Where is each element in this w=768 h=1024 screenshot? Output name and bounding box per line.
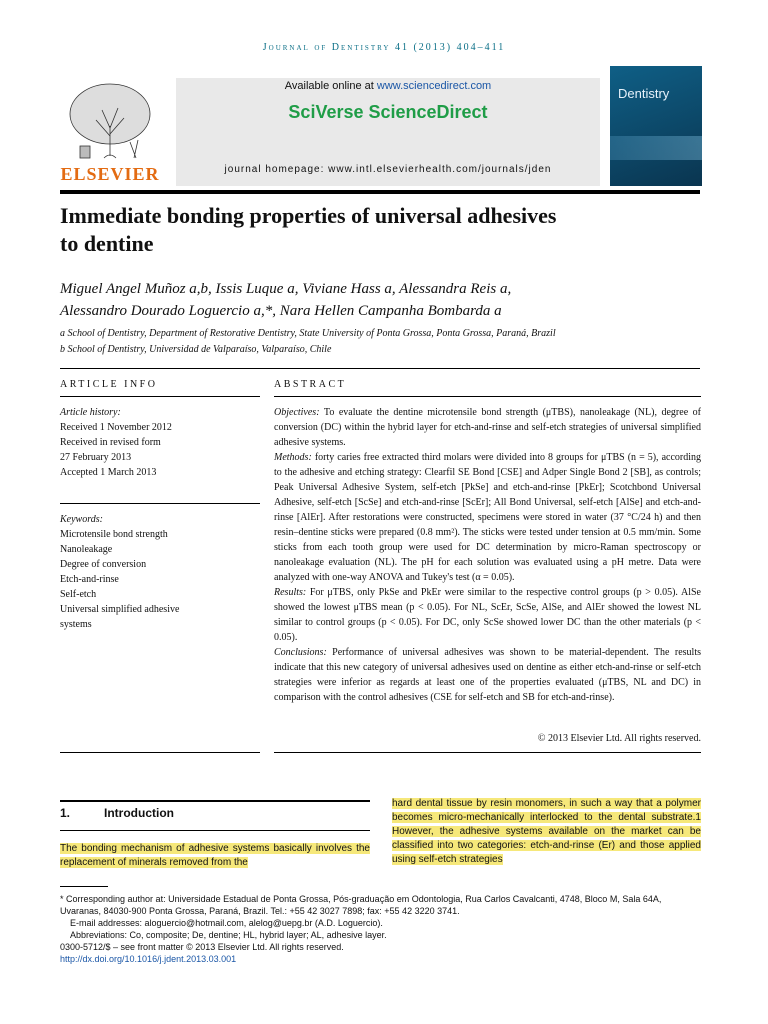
issn-line: 0300-5712/$ – see front matter © 2013 Elsevier Ltd. All rights reserved. bbox=[60, 942, 344, 952]
author-list bbox=[60, 278, 700, 322]
intro-left-column bbox=[60, 842, 370, 870]
abstract-heading: ABSTRACT bbox=[274, 379, 347, 390]
available-online bbox=[176, 80, 600, 92]
sciverse-logo: SciVerse ScienceDirect bbox=[288, 102, 488, 122]
sciencedirect-link[interactable]: www.sciencedirect.com bbox=[376, 80, 492, 92]
info-rule bbox=[60, 396, 260, 397]
history-item: Received 1 November 2012 bbox=[60, 422, 172, 433]
conclusions-label: Conclusions: bbox=[274, 647, 327, 658]
intro-heading-rule bbox=[60, 830, 370, 831]
cover-title: Dentistry bbox=[618, 86, 670, 101]
keyword-item: Universal simplified adhesive bbox=[60, 604, 180, 615]
methods-text: forty caries free extracted third molars were divided into 8 groups for μTBS (n = 5), according to the adhesive and etching strategy: Clearfil SE Bond [CSE] and Adper Single Bond 2 [SB], as controls; Peak Universal Adhesive System, self-etch [PkSe] and etch-and-rinse [PkEr]; Scotchbond Universal Adhesive, self-etch [ScSe] and etch-and-rinse [ScEr]; All Bond Universal, self-etch [AlSe] and etch-and-rinse [AlEr]. After restorations were constructed, specimens were stored in water (37 °C/24 h) and then resin–dentine sticks were prepared (0.8 mm²). The sticks were tested under tension at 0.5 mm/min. Some sticks from each tooth group were used for DC determination by micro-Raman spectroscopy or nanoleakage evaluation (NL). The pH for each solution was evaluated using a pH metre. Data were analyzed with one-way ANOVA and Tukey's test (α = 0.05). bbox=[274, 452, 702, 583]
publisher-name: ELSEVIER bbox=[60, 164, 160, 184]
affiliation-b: b School of Dentistry, Universidad de Valparaíso, Valparaíso, Chile bbox=[60, 344, 332, 355]
intro-heading bbox=[60, 806, 370, 820]
intro-number: 1. bbox=[60, 806, 71, 820]
objectives-text: To evaluate the dentine microtensile bond strength (μTBS), nanoleakage (NL), degree of conversion (DC) within the hybrid layer for etch-and-rinse and self-etch strategies of universal simplified adhesive systems. bbox=[274, 407, 701, 448]
affiliations bbox=[60, 326, 700, 358]
abbreviations: Abbreviations: Co, composite; De, dentine; HL, hybrid layer; AL, adhesive layer. bbox=[70, 930, 387, 940]
abstract-copyright: © 2013 Elsevier Ltd. All rights reserved. bbox=[537, 733, 701, 744]
abstract-objectives bbox=[274, 405, 701, 450]
abstract-methods bbox=[274, 450, 701, 585]
journal-homepage[interactable]: journal homepage: www.intl.elsevierhealth.com/journals/jden bbox=[224, 164, 552, 175]
keyword-item: Etch-and-rinse bbox=[60, 574, 119, 585]
abstract-bottom-rule bbox=[274, 752, 701, 753]
journal-citation: Journal of Dentistry 41 (2013) 404–411 bbox=[262, 42, 506, 53]
keyword-item: Microtensile bond strength bbox=[60, 529, 168, 540]
objectives-label: Objectives: bbox=[274, 407, 320, 418]
email-addresses: E-mail addresses: aloguercio@hotmail.com, alelog@uepg.br (A.D. Loguercio). bbox=[70, 918, 383, 928]
intro-left-text: The bonding mechanism of adhesive systems basically involves the replacement of minerals removed from the bbox=[60, 843, 370, 868]
history-item: Accepted 1 March 2013 bbox=[60, 467, 157, 478]
footnote-rule bbox=[60, 886, 108, 887]
keywords bbox=[60, 512, 260, 632]
cover-decoration bbox=[610, 136, 702, 160]
footnotes bbox=[60, 893, 700, 965]
article-title bbox=[60, 202, 700, 258]
results-text: For μTBS, only PkSe and PkEr were similar to the respective control groups (p > 0.05). AlSe showed the lowest μTBS mean (p < 0.05). For NL, ScEr, ScSe, AlSe, and AlEr showed the lowest NL similar to control groups (p < 0.05). For DC, only ScSe showed lower DC than the other materials (p < 0.05). bbox=[274, 587, 701, 643]
history-label: Article history: bbox=[60, 407, 121, 418]
affiliation-a: a School of Dentistry, Department of Restorative Dentistry, State University of Ponta Grossa, Ponta Grossa, Paraná, Brazil bbox=[60, 328, 556, 339]
available-prefix: Available online at bbox=[284, 80, 377, 92]
methods-label: Methods: bbox=[274, 452, 312, 463]
history-item: 27 February 2013 bbox=[60, 452, 132, 463]
results-label: Results: bbox=[274, 587, 307, 598]
intro-title: Introduction bbox=[104, 806, 174, 820]
info-bottom-rule bbox=[60, 752, 260, 753]
abstract-results bbox=[274, 585, 701, 645]
title-line-1: Immediate bonding properties of universal adhesives bbox=[60, 203, 557, 228]
authors-line-2: Alessandro Dourado Loguercio a,*, Nara Hellen Campanha Bombarda a bbox=[60, 303, 502, 319]
keyword-item: Nanoleakage bbox=[60, 544, 113, 555]
keywords-label: Keywords: bbox=[60, 514, 103, 525]
corresponding-author: * Corresponding author at: Universidade Estadual de Ponta Grossa, Pós-graduação em Odontologia, Rua Carlos Cavalcanti, 4748, Bloco M, Sala 64A, Uvaranas, 84030-900 Ponta Grossa, Paraná, Brazil. Tel.: +55 42 3027 7898; fax: +55 42 3220 3741. bbox=[60, 894, 662, 916]
journal-cover bbox=[610, 66, 702, 186]
intro-rule bbox=[60, 800, 370, 802]
conclusions-text: Performance of universal adhesives was shown to be material-dependent. The results indicate that this new category of universal adhesives used on dentine as either etch-and-rinse or self-etch strategies were inferior as regards at least one of the properties evaluated (μTBS, NL and DC) in comparison with the control adhesives (CSE for self-etch and SB for etch-and-rinse). bbox=[274, 647, 701, 703]
authors-line-1: Miguel Angel Muñoz a,b, Issis Luque a, Viviane Hass a, Alessandra Reis a, bbox=[60, 281, 512, 297]
intro-right-text: hard dental tissue by resin monomers, in such a way that a polymer becomes micro-mechanically interlocked to the dental substrate.1 However, the adhesive systems available on the market can be classified into two categories: etch-and-rinse (Er) and those applied using self-etch strategies bbox=[392, 798, 701, 865]
abstract-body bbox=[274, 405, 701, 705]
keyword-item: Degree of conversion bbox=[60, 559, 147, 570]
abstract-conclusions bbox=[274, 645, 701, 705]
intro-right-column bbox=[392, 797, 701, 867]
keyword-item: systems bbox=[60, 619, 92, 630]
abstract-rule bbox=[274, 396, 701, 397]
article-history bbox=[60, 405, 260, 480]
keywords-rule bbox=[60, 503, 260, 504]
header-rule bbox=[60, 190, 700, 194]
keyword-item: Self-etch bbox=[60, 589, 97, 600]
history-item: Received in revised form bbox=[60, 437, 161, 448]
section-rule bbox=[60, 368, 700, 369]
title-line-2: to dentine bbox=[60, 231, 154, 256]
article-info-heading: ARTICLE INFO bbox=[60, 379, 158, 390]
doi-link[interactable]: http://dx.doi.org/10.1016/j.jdent.2013.03.001 bbox=[60, 954, 237, 964]
